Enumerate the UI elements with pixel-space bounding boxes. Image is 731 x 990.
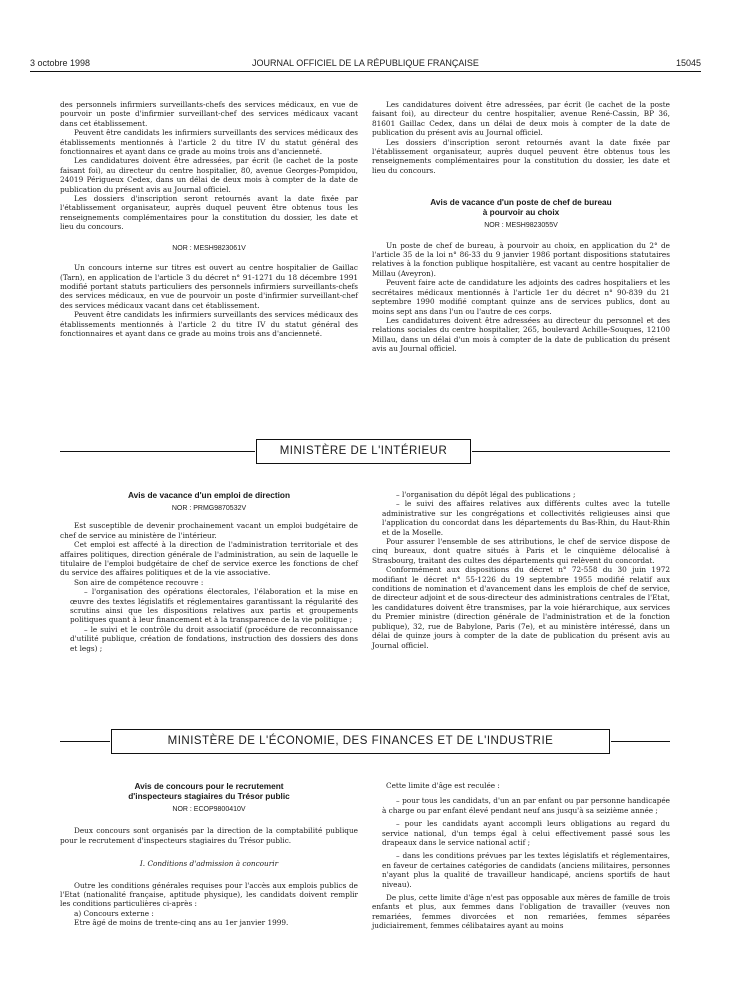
paragraph: Les dossiers d'inscription seront retournés avant la date fixée par l'établissement organisateur, auprès duquel peuvent être obtenus tous les renseignements complémentaires pour la constitution du dossier, les date et lieu du concours.	[60, 194, 358, 232]
bottom-right-column	[372, 781, 670, 931]
top-left-column	[60, 100, 358, 338]
bottom-left-column	[60, 781, 358, 928]
paragraph: Conformément aux dispositions du décret n° 72-558 du 30 juin 1972 modifiant le décret n° 55-1226 du 19 septembre 1955 modifié relatif aux conditions de nomination et d'avancement dans les emplois de chef de service, de directeur adjoint et de sous-directeur des administrations centrales de l'Etat, les candidatures doivent être transmises, par la voie hiérarchique, aux services du Premier ministre (direction générale de l'administration et de la fonction publique), 32, rue de Babylone, Paris (7e), et au ministère intéressé, dans un délai de quinze jours à compter de la date de publication du présent avis au Journal officiel.	[372, 565, 670, 650]
list-item: – pour les candidats ayant accompli leurs obligations au regard du service national, d'un temps égal à celui effectivement passé sous les drapeaux dans le service national actif ;	[382, 819, 670, 848]
paragraph: Peuvent faire acte de candidature les adjoints des cadres hospitaliers et les secrétaires médicaux mentionnés à l'article 1er du décret n° 90-839 du 21 septembre 1990 modifié comptant quinze ans de services publics, dont au moins sept ans dans l'un ou l'autre de ces corps.	[372, 278, 670, 316]
paragraph: Cette limite d'âge est reculée :	[386, 781, 500, 790]
mid-right-column	[372, 490, 670, 650]
header-page-number: 15045	[675, 58, 701, 68]
nor-reference: NOR : ECOP9800410V	[172, 806, 246, 813]
paragraph: Pour assurer l'ensemble de ses attributions, le chef de service dispose de cinq bureaux, dont quatre situés à Paris et le cinquième délocalisé à Strasbourg, traitant des cultes des départements qui relèvent du concordat.	[372, 537, 670, 565]
header-journal-title: JOURNAL OFFICIEL DE LA RÉPUBLIQUE FRANÇAISE	[252, 58, 479, 68]
list-item: – pour tous les candidats, d'un an par enfant ou par personne handicapée à charge ou par enfant élevé pendant neuf ans jusqu'à sa seizième année ;	[382, 796, 670, 815]
paragraph: Les candidatures doivent être adressées, par écrit (le cachet de la poste faisant foi), au directeur du centre hospitalier, avenue René-Cassin, BP 36, 81601 Gaillac Cedex, dans un délai de deux mois à compter de la date de publication du présent avis au Journal officiel.	[372, 100, 670, 138]
list-item: – dans les conditions prévues par les textes législatifs et réglementaires, en faveur de certaines catégories de candidats (anciens militaires, personnes n'ayant plus la qualité de travailleur handicapé, anciens sportifs de haut niveau).	[382, 851, 670, 889]
list-item: – l'organisation des opérations électorales, l'élaboration et la mise en œuvre des textes législatifs et réglementaires garantissant la régularité des scrutins ainsi que les dispositions relatives aux partis et groupements politiques quant à leur financement et à la transparence de la vie politique ;	[70, 587, 358, 625]
banner-rule-left	[60, 451, 255, 452]
paragraph: Les dossiers d'inscription seront retournés avant la date fixée par l'établissement organisateur, auprès duquel peuvent être obtenus tous les renseignements complémentaires pour la constitution du dossier, les date et lieu du concours.	[372, 137, 670, 175]
nor-reference: NOR : PRMG9870532V	[171, 505, 247, 512]
paragraph: Un poste de chef de bureau, à pourvoir au choix, en application du 2° de l'article 35 de la loi n° 86-33 du 9 janvier 1986 portant dispositions statutaires relatives à la fonction publique hospitalière, est vacant au centre hospitalier de Millau (Aveyron).	[372, 240, 670, 278]
paragraph: des personnels infirmiers surveillants-chefs des services médicaux, en vue de pourvoir un poste d'infirmier surveillant-chef des services médicaux vacant dans cet établissement.	[60, 100, 358, 128]
mid-left-column	[60, 490, 358, 653]
paragraph: Deux concours sont organisés par la direction de la comptabilité publique pour le recrutement d'inspecteurs stagiaires du Trésor public.	[60, 826, 358, 845]
notice-title-line: Avis de concours pour le recrutement	[134, 781, 284, 791]
header-date: 3 octobre 1998	[30, 58, 91, 68]
ministry-heading: MINISTÈRE DE L'INTÉRIEUR	[256, 439, 471, 464]
list-item: – l'organisation du dépôt légal des publications ;	[396, 490, 576, 499]
paragraph: Cet emploi est affecté à la direction de l'administration territoriale et des affaires politiques, direction générale de l'administration, au sein de laquelle le titulaire de l'emploi budgétaire de chef de service exerce les fonctions de chef du service des affaires politiques et de la vie associative.	[60, 540, 358, 578]
banner-rule-left	[60, 741, 110, 742]
banner-rule-right	[611, 741, 670, 742]
ministry-heading: MINISTÈRE DE L'ÉCONOMIE, DES FINANCES ET DE L'INDUSTRIE	[111, 729, 610, 754]
paragraph: De plus, cette limite d'âge n'est pas opposable aux mères de famille de trois enfants et plus, aux femmes dans l'obligation de travailler (veuves non remariées, femmes divorcées et non remariées, femmes séparées judiciairement, femmes célibataires ayant au moins	[372, 893, 670, 931]
notice-title-line: à pourvoir au choix	[482, 207, 560, 218]
notice-title	[372, 197, 670, 217]
section-heading: I. Conditions d'admission à concourir	[139, 859, 279, 869]
paragraph: Peuvent être candidats les infirmiers surveillants des services médicaux des établissements mentionnés à l'article 2 du titre IV du statut général des fonctionnaires et ayant dans ce grade au moins trois ans d'ancienneté.	[60, 310, 358, 338]
paragraph: Les candidatures doivent être adressées, par écrit (le cachet de la poste faisant foi), au directeur du centre hospitalier, 80, avenue Georges-Pompidou, 24019 Périgueux Cedex, dans un délai de deux mois à compter de la date de publication du présent avis au Journal officiel.	[60, 156, 358, 194]
banner-rule-right	[472, 451, 670, 452]
header-rule	[30, 71, 701, 72]
paragraph: Est susceptible de devenir prochainement vacant un emploi budgétaire de chef de service au ministère de l'intérieur.	[60, 521, 358, 540]
paragraph: Son aire de compétence recouvre :	[74, 577, 204, 587]
notice-title	[60, 781, 358, 801]
paragraph: Peuvent être candidats les infirmiers surveillants des services médicaux des établissements mentionnés à l'article 2 du titre IV du statut général des fonctionnaires et ayant dans ce grade au moins trois ans d'ancienneté.	[60, 128, 358, 157]
notice-title-line: Avis de vacance d'un poste de chef de bureau	[430, 197, 612, 208]
paragraph: Etre âgé de moins de trente-cinq ans au 1er janvier 1999.	[74, 918, 289, 928]
paragraph: a) Concours externe :	[74, 908, 154, 918]
notice-title: Avis de vacance d'un emploi de direction	[127, 490, 291, 500]
paragraph: Les candidatures doivent être adressées au directeur du personnel et des relations sociales du centre hospitalier, 265, boulevard Achille-Souques, 12100 Millau, dans un délai d'un mois à compter de la date de publication du présent avis au Journal officiel.	[372, 315, 670, 354]
nor-reference: NOR : MESH9823061V	[172, 244, 246, 252]
notice-title-line: d'inspecteurs stagiaires du Trésor public	[128, 791, 290, 801]
list-item: – le suivi des affaires relatives aux différents cultes avec la tutelle administrative sur les congrégations et collectivités religieuses ainsi que l'application du concordat dans les départements du Bas-Rhin, du Haut-Rhin et de la Moselle.	[382, 499, 670, 537]
paragraph: Un concours interne sur titres est ouvert au centre hospitalier de Gaillac (Tarn), en application de l'article 3 du décret n° 91-1271 du 18 décembre 1991 modifié portant statuts particuliers des personnels infirmiers surveillants-chefs des services médicaux, en vue de pourvoir un poste d'infirmier surveillant-chef des services médicaux vacant dans cet établissement.	[60, 263, 358, 310]
nor-reference: NOR : MESH9823055V	[484, 222, 558, 230]
top-right-column	[372, 100, 670, 354]
list-item: – le suivi et le contrôle du droit associatif (procédure de reconnaissance d'utilité publique, création de fondations, instruction des dossiers des dons et legs) ;	[70, 624, 358, 653]
paragraph: Outre les conditions générales requises pour l'accès aux emplois publics de l'Etat (nationalité française, aptitude physique), les candidats doivent remplir les conditions particulières ci-après :	[60, 880, 358, 909]
